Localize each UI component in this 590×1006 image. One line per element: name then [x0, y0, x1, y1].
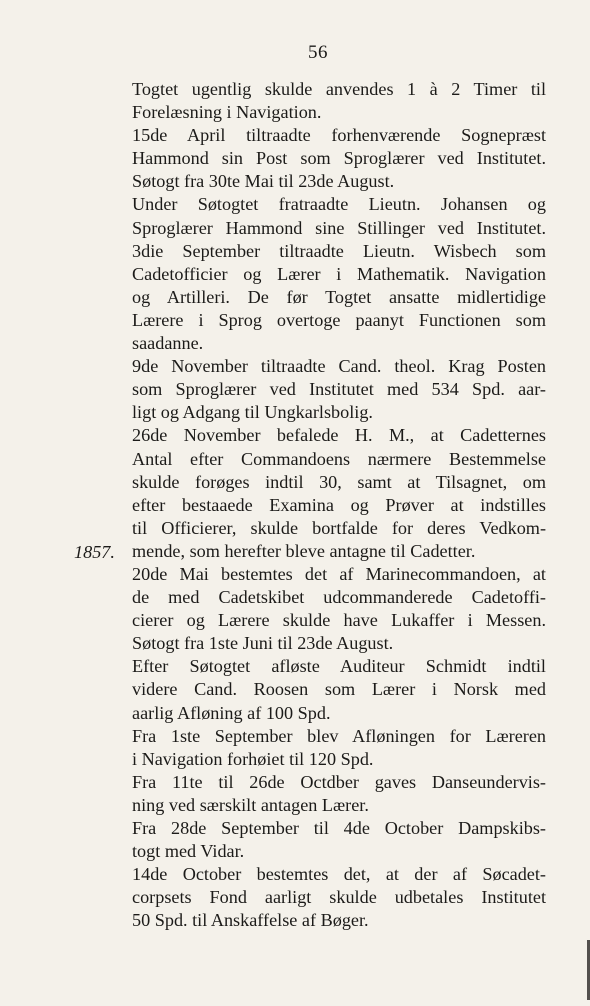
text-line: ligt og Adgang til Ungkarlsbolig.: [132, 402, 373, 423]
text-line: i Navigation forhøiet til 120 Spd.: [132, 748, 374, 769]
text-line: efter bestaaede Examina og Prøver at indstilles: [132, 494, 546, 515]
text-line: Fra 28de September til 4de October Dampskibs-: [132, 818, 546, 838]
text-line: som Sproglærer ved Institutet med 534 Spd. aar-: [132, 379, 546, 400]
text-line: skulde forøges indtil 30, samt at Tilsagnet, om: [132, 471, 546, 492]
text-line: corpsets Fond aarligt skulde udbetales Institutet: [132, 887, 546, 908]
text-line: 3die September tiltraadte Lieutn. Wisbech som: [132, 240, 546, 261]
text-line: de med Cadetskibet udcommanderede Cadetoffi-: [132, 587, 546, 608]
text-line: mende, som herefter bleve antagne til Cadetter.: [132, 540, 476, 561]
text-line: til Officierer, skulde bortfalde for deres Vedkom-: [132, 517, 546, 538]
text-line: cierer og Lærere skulde have Lukaffer i Messen.: [132, 610, 546, 631]
text-line: togt med Vidar.: [132, 841, 245, 862]
text-line: 20de Mai bestemtes det af Marinecommandoen, at: [132, 563, 546, 584]
body-text: [132, 78, 546, 932]
text-line: videre Cand. Roosen som Lærer i Norsk med: [132, 679, 546, 700]
text-line: ning ved særskilt antagen Lærer.: [132, 794, 369, 815]
text-line: 14de October bestemtes det, at der af Søcadet-: [132, 864, 546, 885]
text-line: 15de April tiltraadte forhenværende Sognepræst: [132, 125, 546, 146]
text-line: Togtet ugentlig skulde anvendes 1 à 2 Timer til: [132, 79, 546, 99]
text-line: Fra 1ste September blev Afløningen for Læreren: [132, 725, 546, 746]
text-line: Cadetofficier og Lærer i Mathematik. Navigation: [132, 263, 546, 284]
text-line: Forelæsning i Navigation.: [132, 102, 322, 123]
text-line: Lærere i Sprog overtoge paanyt Functionen som: [132, 309, 546, 330]
text-line: saadanne.: [132, 333, 204, 354]
text-line: Søtogt fra 1ste Juni til 23de August.: [132, 633, 394, 654]
text-line: 50 Spd. til Anskaffelse af Bøger.: [132, 910, 369, 931]
text-line: Under Søtogtet fratraadte Lieutn. Johansen og: [132, 194, 546, 215]
text-line: 9de November tiltraadte Cand. theol. Krag Posten: [132, 356, 546, 377]
page-number: 56: [308, 42, 328, 63]
text-line: Søtogt fra 30te Mai til 23de August.: [132, 171, 395, 192]
text-line: Efter Søtogtet afløste Auditeur Schmidt indtil: [132, 656, 546, 677]
text-line: og Artilleri. De før Togtet ansatte midlertidige: [132, 286, 546, 307]
text-line: 26de November befalede H. M., at Cadetternes: [132, 425, 546, 446]
text-line: Hammond sin Post som Sproglærer ved Institutet.: [132, 148, 546, 169]
margin-year-note: 1857.: [74, 542, 115, 562]
text-line: aarlig Afløning af 100 Spd.: [132, 702, 331, 723]
text-line: Antal efter Commandoens nærmere Bestemmelse: [132, 448, 546, 469]
text-line: Fra 11te til 26de Octdber gaves Danseundervis-: [132, 771, 546, 792]
text-line: Sproglærer Hammond sine Stillinger ved Institutet.: [132, 217, 546, 238]
